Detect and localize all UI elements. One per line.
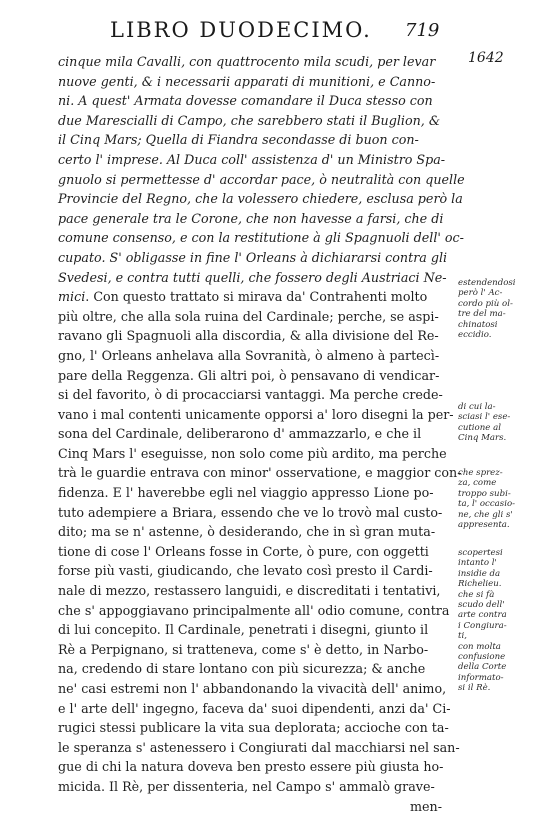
text-line: rugici stessi publicare la vita sua deplorata; accioche con ta-: [58, 720, 449, 736]
text-line: ravano gli Spagnuoli alla discordia, & alla divisione del Re-: [58, 328, 439, 344]
marginal-note-1: [458, 278, 536, 340]
text-line: na, credendo di stare lontano con più sicurezza; & anche: [58, 661, 426, 677]
text-line: cupato. S' obligasse in fine l' Orleans à dichiararsi contra gli: [58, 249, 448, 265]
text-line: e l' arte dell' ingegno, faceva da' suoi dipendenti, anzi da' Ci-: [58, 700, 451, 716]
text-line: tione di cose l' Orleans fosse in Corte, ò pure, con oggetti: [58, 543, 429, 559]
text-line: più oltre, che alla sola ruina del Cardinale; perche, se aspi-: [58, 308, 439, 324]
marginal-line: che sprez-: [458, 468, 503, 478]
marginal-line: con molta: [458, 641, 501, 652]
marginal-line: insidie da: [458, 568, 501, 579]
marginal-line: sciasi l' ese-: [458, 412, 511, 423]
marginal-line: troppo subi-: [458, 488, 511, 499]
marginal-line: chinatosi: [458, 319, 498, 330]
marginal-line: Cinq Mars.: [458, 433, 507, 444]
text-line: tuto adempiere a Briara, essendo che ve lo trovò mal custo-: [58, 504, 443, 520]
text-line: Provincie del Regno, che la volessero chiedere, esclusa però la: [58, 191, 463, 207]
marginal-line: informato-: [458, 672, 504, 683]
marginal-line: scudo dell': [458, 600, 505, 611]
text-line: micida. Il Rè, per dissenteria, nel Campo s' ammalò grave-: [58, 778, 435, 794]
marginal-line: si il Rè.: [458, 683, 491, 694]
text-line: ne' casi estremi non l' abbandonando la vivacità dell' animo,: [58, 681, 447, 696]
text-line: nuove genti, & i necessarii apparati di munitioni, e Canno-: [58, 73, 436, 89]
marginal-line: tre del ma-: [458, 309, 506, 320]
marginal-line: scopertesi: [458, 548, 503, 558]
text-line: che s' appoggiavano principalmente all' odio comune, contra: [58, 602, 450, 618]
marginal-line: cordo più ol-: [458, 298, 513, 309]
marginal-line: eccidio.: [458, 330, 492, 341]
running-head: LIBRO DUODECIMO.: [110, 18, 372, 42]
text-line: di lui concepito. Il Cardinale, penetrati i disegni, giunto il: [58, 622, 429, 638]
marginal-line: però l' Ac-: [458, 288, 503, 299]
marginal-line: ta, l' occasio-: [458, 499, 516, 510]
marginal-line: i Congiura-: [458, 620, 507, 631]
page-number: 719: [405, 20, 440, 41]
text-line: dito; ma se n' astenne, ò desiderando, che in sì gran muta-: [58, 524, 436, 540]
text-line: pace generale tra le Corone, che non havesse a farsi, che di: [58, 210, 444, 226]
catchword: men-: [410, 798, 442, 814]
marginal-line: che si fà: [458, 589, 495, 600]
marginal-line: cutione al: [458, 422, 501, 433]
marginal-line: za, come: [458, 478, 497, 489]
marginal-line: ne, che gli s': [458, 509, 513, 520]
text-line: si del favorito, ò di procacciarsi vantaggi. Ma perche crede-: [58, 387, 443, 403]
marginal-line: confusione: [458, 652, 506, 663]
text-line: ni. A quest' Armata dovesse comandare il Duca stesso con: [58, 93, 433, 109]
text-line: Svedesi, e contra tutti quelli, che fossero degli Austriaci Ne-: [58, 269, 447, 285]
text-line: sona del Cardinale, deliberarono d' ammazzarlo, e che il: [58, 426, 422, 442]
marginal-line: arte contra: [458, 610, 507, 621]
text-line: il Cinq Mars; Quella di Fiandra secondasse di buon con-: [58, 132, 419, 148]
text-line: gno, l' Orleans anhelava alla Sovranità, ò almeno à partecì-: [58, 347, 440, 363]
text-line: mici. Con questo trattato si mirava da' Contrahenti molto: [58, 289, 428, 305]
text-line: certo l' imprese. Al Duca coll' assistenza d' un Ministro Spa-: [58, 151, 446, 167]
text-line: Cinq Mars l' eseguisse, non solo come più ardito, ma perche: [58, 445, 447, 461]
marginal-note-2: [458, 402, 536, 444]
marginal-note-3: [458, 468, 536, 530]
text-line: Rè a Perpignano, si tratteneva, come s' è detto, in Narbo-: [58, 641, 429, 657]
marginal-line: della Corte: [458, 662, 507, 673]
marginal-line: Richelieu.: [458, 579, 502, 590]
text-line: comune consenso, e con la restitutione à gli Spagnuoli dell' oc-: [58, 230, 464, 246]
marginal-note-4: [458, 548, 536, 694]
text-line: le speranza s' astenessero i Congiurati dal macchiarsi nel san-: [58, 739, 460, 755]
margin-year: 1642: [468, 50, 504, 66]
text-line: vano i mal contenti unicamente opporsi a' loro disegni la per-: [58, 406, 454, 422]
text-line: forse più vasti, giudicando, che levato così presto il Cardi-: [58, 563, 433, 579]
marginal-line: ti,: [458, 631, 467, 642]
marginal-line: di cui la-: [458, 402, 496, 412]
text-line: nale di mezzo, restassero languidi, e discreditati i tentativi,: [58, 583, 441, 599]
text-line: trà le guardie entrava con minor' osservatione, e maggior con-: [58, 465, 462, 481]
marginal-line: estendendosi: [458, 278, 516, 288]
marginal-line: appresenta.: [458, 520, 510, 531]
text-line: cinque mila Cavalli, con quattrocento mila scudi, per levar: [58, 54, 436, 69]
text-line: gnuolo si permettesse d' accordar pace, ò neutralità con quelle: [58, 171, 465, 187]
main-text: [58, 52, 465, 816]
text-line: pare della Reggenza. Gli altri poi, ò pensavano di vendicar-: [58, 367, 440, 383]
text-line: due Marescialli di Campo, che sarebbero stati il Buglion, &: [58, 112, 441, 128]
text-line: fidenza. E l' haverebbe egli nel viaggio appresso Lione po-: [58, 485, 434, 501]
text-line: gue di chi la natura doveva ben presto essere più giusta ho-: [58, 759, 444, 775]
marginal-line: intanto l': [458, 558, 497, 569]
